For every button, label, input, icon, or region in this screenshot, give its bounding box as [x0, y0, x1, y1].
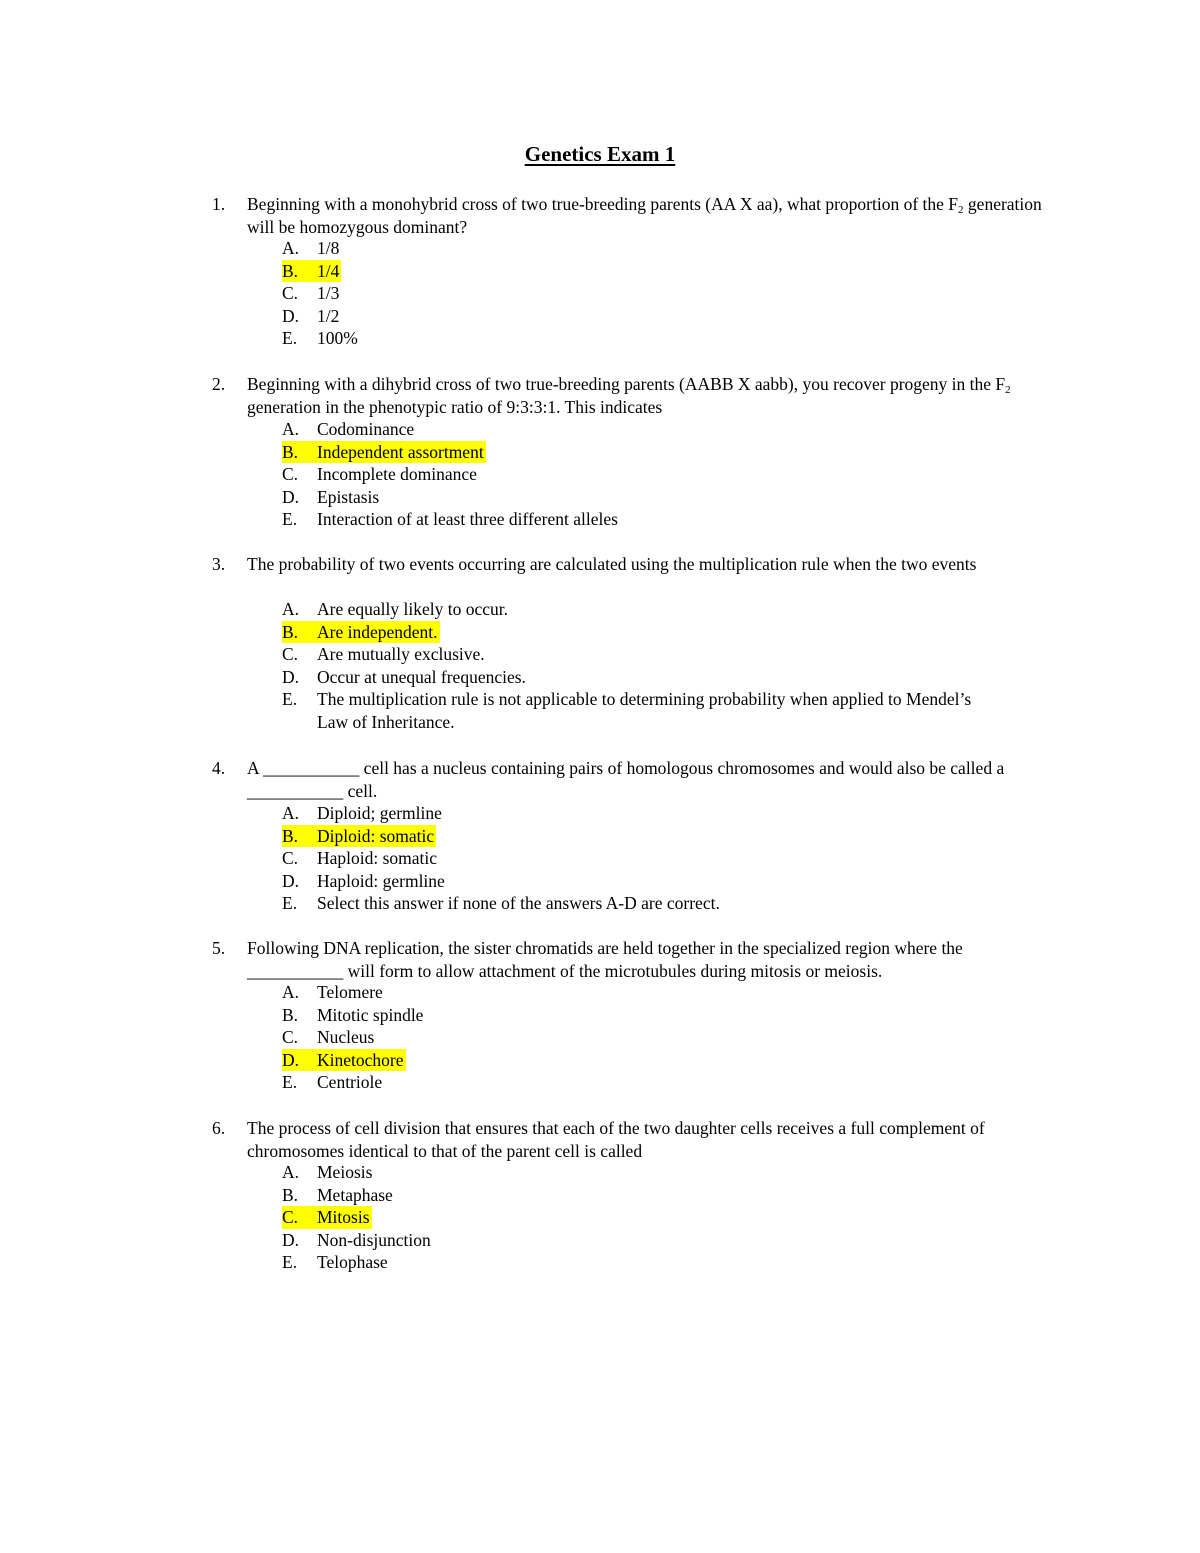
correct-answer-highlight: B. Independent assortment [282, 441, 484, 462]
answer-option-a[interactable]: A. Are equally likely to occur. [282, 599, 508, 619]
answer-option-a[interactable]: A. Meiosis [282, 1162, 373, 1182]
answer-option-e[interactable]: E. The multiplication rule is not applicable to determining probability when applied to Mendel’s Law of Inheritance. [282, 689, 972, 732]
correct-answer-highlight: B. Diploid: somatic [282, 825, 435, 846]
answer-option-e[interactable]: E. Interaction of at least three different alleles [282, 509, 618, 530]
question-number: 3. [212, 554, 226, 574]
question-number: 4. [212, 758, 226, 778]
question-text: The probability of two events occurring are calculated using the multiplication rule when the two events [247, 554, 977, 574]
answer-option-e[interactable]: E. Select this answer if none of the answers A-D are correct. [282, 893, 720, 914]
answer-options [282, 237, 1022, 350]
subscript: 2 [958, 204, 964, 216]
question-number: 2. [212, 374, 226, 394]
question-text: Beginning with a monohybrid cross of two true-breeding parents (AA X aa), what proportion of the $F_2$ generation will be homozygous dominant? [247, 194, 1042, 238]
answer-options [282, 598, 1022, 734]
answer-option-b[interactable] [282, 441, 1022, 464]
answer-option-c[interactable]: C. Haploid: somatic [282, 848, 438, 869]
answer-options [282, 418, 1022, 531]
answer-option-d[interactable]: D. Haploid: germline [282, 870, 445, 891]
answer-option-b[interactable] [282, 825, 1022, 848]
answer-option-e[interactable]: E. Centriole [282, 1072, 383, 1093]
answer-option-c[interactable]: C. Incomplete dominance [282, 464, 477, 485]
answer-option-a[interactable]: A. Codominance [282, 419, 415, 439]
answer-option-e[interactable]: E. 100% [282, 328, 358, 349]
answer-options [282, 1161, 1022, 1274]
answer-option-d[interactable]: D. Occur at unequal frequencies. [282, 666, 526, 687]
answer-options [282, 981, 1022, 1094]
answer-option-d[interactable]: D. 1/2 [282, 305, 340, 326]
answer-option-d[interactable]: D. Non-disjunction [282, 1229, 431, 1250]
correct-answer-highlight: D. Kinetochore [282, 1049, 404, 1070]
question-number: 5. [212, 938, 226, 958]
answer-option-b[interactable] [282, 260, 1022, 283]
answer-option-d[interactable]: D. Epistasis [282, 486, 380, 507]
correct-answer-highlight: B. Are independent. [282, 621, 438, 642]
question-number: 1. [212, 194, 226, 214]
question-number: 6. [212, 1118, 226, 1138]
correct-answer-highlight: C. Mitosis [282, 1207, 370, 1228]
answer-option-b[interactable] [282, 621, 1022, 644]
question-text: Beginning with a dihybrid cross of two true-breeding parents (AABB X aabb), you recover progeny in the $F_2$ generation in the phenotypic ratio of 9:3:3:1. This indicates [247, 374, 1011, 418]
answer-option-b[interactable]: B. Metaphase [282, 1184, 393, 1205]
answer-option-c[interactable] [282, 1206, 1022, 1229]
subscript: 2 [1005, 384, 1011, 396]
answer-option-c[interactable]: C. Are mutually exclusive. [282, 644, 485, 665]
answer-options [282, 802, 1022, 915]
correct-answer-highlight: B. 1/4 [282, 260, 340, 281]
page-title: Genetics Exam 1 [524, 142, 676, 166]
question-text: A ___________ cell has a nucleus containing pairs of homologous chromosomes and would also be called a ___________ cell. [247, 758, 1005, 802]
answer-option-a[interactable]: A. Telomere [282, 982, 383, 1002]
answer-option-a[interactable]: A. 1/8 [282, 238, 340, 258]
answer-option-b[interactable]: B. Mitotic spindle [282, 1004, 424, 1025]
answer-option-c[interactable]: C. 1/3 [282, 283, 340, 304]
answer-option-d[interactable] [282, 1049, 1022, 1072]
question-text: The process of cell division that ensures that each of the two daughter cells receives a full complement of chromosomes identical to that of the parent cell is called [247, 1118, 985, 1162]
answer-option-a[interactable]: A. Diploid; germline [282, 803, 442, 823]
answer-option-c[interactable]: C. Nucleus [282, 1027, 375, 1048]
answer-option-e[interactable]: E. Telophase [282, 1252, 388, 1273]
question-text: Following DNA replication, the sister chromatids are held together in the specialized region where the ___________ will form to allow attachment of the microtubules during mitosis or meiosis. [247, 938, 963, 982]
